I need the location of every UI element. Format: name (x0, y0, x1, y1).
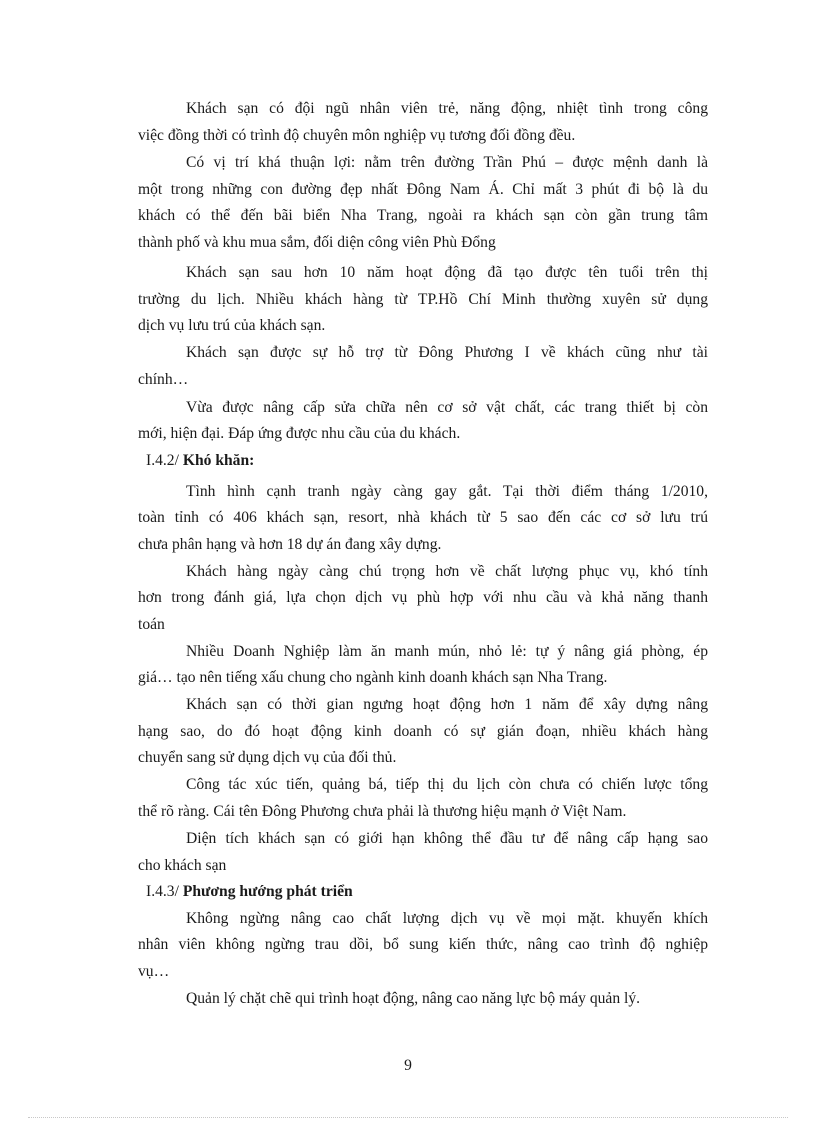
paragraph-line: chuyển sang sử dụng dịch vụ của đối thủ. (138, 749, 397, 766)
page-bottom-divider (28, 1117, 788, 1118)
paragraph-line: toàn tỉnh có 406 khách sạn, resort, nhà khách từ 5 sao đến các cơ sở lưu trú (138, 509, 708, 526)
paragraph-line: hạng sao, do đó hoạt động kinh doanh có sự gián đoạn, nhiều khách hàng (138, 723, 708, 740)
paragraph-line: việc đồng thời có trình độ chuyên môn nghiệp vụ tương đối đồng đều. (138, 127, 576, 144)
paragraph-line: Khách sạn được sự hỗ trợ từ Đông Phương I về khách cũng như tài (186, 344, 708, 361)
section-heading (146, 882, 353, 902)
paragraph-line: Nhiều Doanh Nghiệp làm ăn manh mún, nhỏ lẻ: tự ý nâng giá phòng, ép (186, 643, 708, 660)
section-heading (146, 451, 254, 471)
paragraph-line: cho khách sạn (138, 857, 227, 874)
paragraph-line: mới, hiện đại. Đáp ứng được nhu cầu của du khách. (138, 425, 461, 442)
paragraph-line: một trong những con đường đẹp nhất Đông Nam Á. Chỉ mất 3 phút đi bộ là du (138, 181, 708, 198)
section-number: I.4.3/ (146, 883, 183, 900)
paragraph-line: vụ… (138, 963, 170, 980)
paragraph-line: chính… (138, 371, 189, 388)
paragraph-line: Tình hình cạnh tranh ngày càng gay gắt. Tại thời điểm tháng 1/2010, (186, 483, 708, 500)
paragraph-line: Khách sạn có đội ngũ nhân viên trẻ, năng động, nhiệt tình trong công (186, 100, 708, 117)
page-number: 9 (404, 1057, 412, 1074)
paragraph-line: Không ngừng nâng cao chất lượng dịch vụ về mọi mặt. khuyến khích (186, 910, 708, 927)
paragraph-line: Khách sạn có thời gian ngưng hoạt động hơn 1 năm để xây dựng nâng (186, 696, 708, 713)
section-title: Khó khăn: (182, 452, 255, 469)
paragraph-line: dịch vụ lưu trú của khách sạn. (138, 317, 326, 334)
paragraph-line: Quản lý chặt chẽ qui trình hoạt động, nâng cao năng lực bộ máy quản lý. (186, 990, 641, 1007)
paragraph-line: Vừa được nâng cấp sửa chữa nên cơ sở vật chất, các trang thiết bị còn (186, 399, 708, 416)
paragraph-line: hơn trong đánh giá, lựa chọn dịch vụ phù hợp với nhu cầu và khả năng thanh (138, 589, 708, 606)
section-number: I.4.2/ (146, 452, 183, 469)
section-title: Phương hướng phát triển (182, 883, 353, 900)
paragraph-line: Diện tích khách sạn có giới hạn không thể đầu tư để nâng cấp hạng sao (186, 830, 708, 847)
paragraph-line: thành phố và khu mua sắm, đối diện công viên Phù Đổng (138, 234, 496, 251)
paragraph-line: thể rõ ràng. Cái tên Đông Phương chưa phải là thương hiệu mạnh ở Việt Nam. (138, 803, 627, 820)
paragraph-line: khách có thể đến bãi biển Nha Trang, ngoài ra khách sạn còn gần trung tâm (138, 207, 708, 224)
paragraph-line: giá… tạo nên tiếng xấu chung cho ngành kinh doanh khách sạn Nha Trang. (138, 669, 608, 686)
paragraph-line: nhân viên không ngừng trau dồi, bổ sung kiến thức, nâng cao trình độ nghiệp (138, 936, 708, 953)
paragraph-line: trường du lịch. Nhiều khách hàng từ TP.Hồ Chí Minh thường xuyên sử dụng (138, 291, 708, 308)
paragraph-line: Công tác xúc tiến, quảng bá, tiếp thị du lịch còn chưa có chiến lược tổng (186, 776, 708, 793)
paragraph-line: chưa phân hạng và hơn 18 dự án đang xây dựng. (138, 536, 442, 553)
paragraph-line: Khách hàng ngày càng chú trọng hơn về chất lượng phục vụ, khó tính (186, 563, 708, 580)
paragraph-line: toán (138, 616, 165, 633)
paragraph-line: Có vị trí khá thuận lợi: nằm trên đường Trần Phú – được mệnh danh là (186, 154, 708, 171)
paragraph-line: Khách sạn sau hơn 10 năm hoạt động đã tạo được tên tuổi trên thị (186, 264, 708, 281)
